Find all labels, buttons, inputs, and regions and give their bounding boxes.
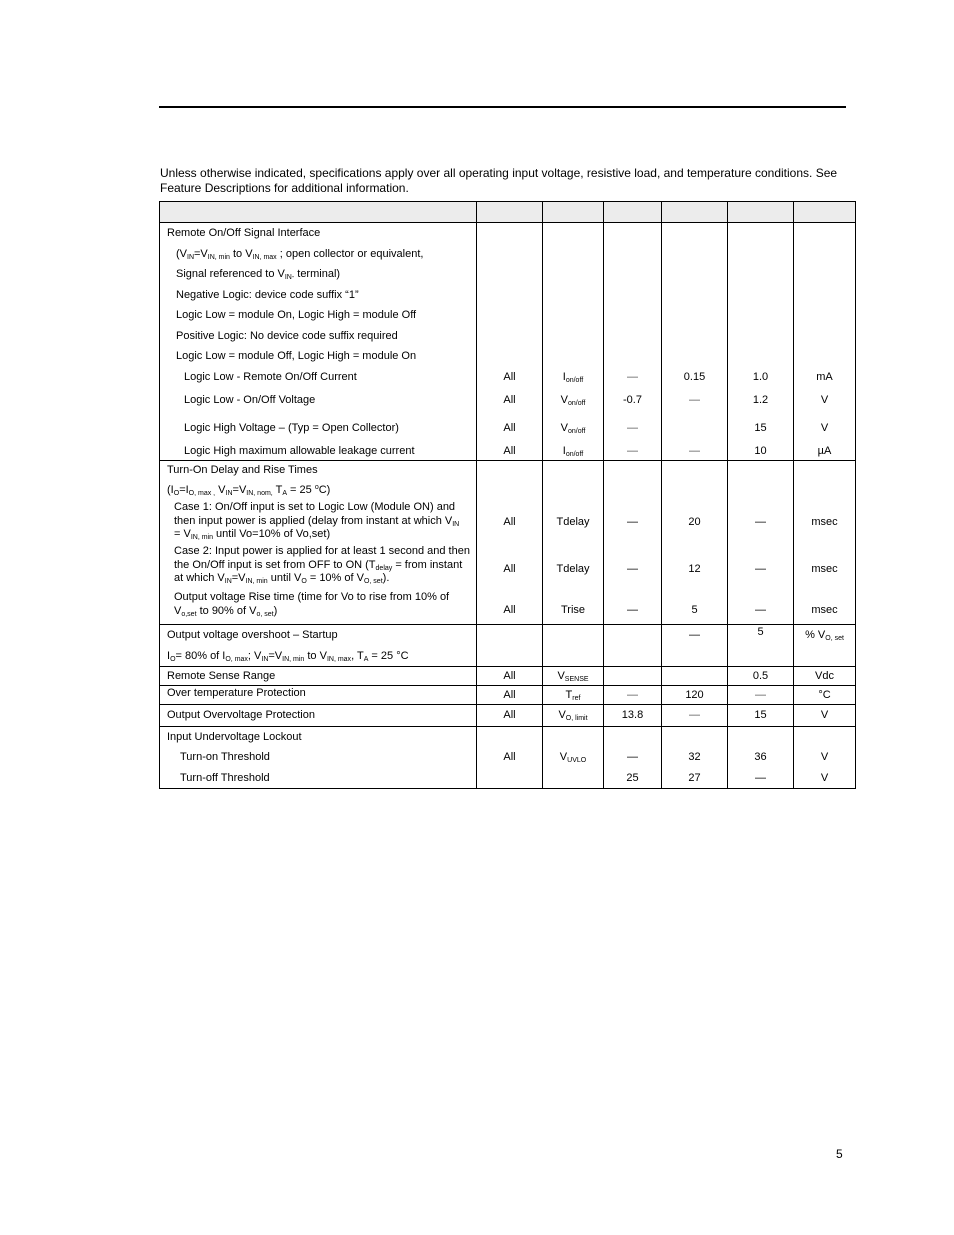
min-cell — [604, 686, 662, 705]
parameter-cell — [160, 686, 477, 705]
parameter-label: Turn-off Threshold — [180, 771, 270, 784]
table-header-row — [160, 202, 856, 223]
unit-text: V — [820, 771, 829, 784]
parameter-label: Over temperature Protection — [167, 687, 306, 699]
value-text: — — [627, 604, 638, 616]
condition-text: Negative Logic: device code suffix “1” — [176, 288, 359, 301]
device-cell — [477, 686, 543, 705]
value-text: — — [627, 445, 638, 457]
header-cell — [543, 202, 604, 223]
value-text: — — [627, 689, 638, 701]
parameter-cell — [160, 223, 477, 461]
symbol-text: $V_{SENSE}$ — [557, 670, 589, 683]
symbol-text: $V_{UVLO}$ — [559, 751, 587, 764]
symbol-text: $T_{ref}$ — [565, 689, 581, 702]
device-cell — [477, 223, 543, 461]
value-text — [662, 414, 727, 442]
value-text: -0.7 — [623, 394, 642, 406]
table-row — [160, 667, 856, 686]
symbol-text: $V_{O, limit}$ — [558, 709, 588, 722]
case1-text: Case 1: On/Off input is set to Logic Low (Module ON) and then input power is applied (delay from instant at which $V_{IN} = V_{IN, min}$ until Vo=10% of Vo,set) — [174, 501, 460, 541]
unit-text: V — [820, 422, 829, 434]
header-cell — [728, 202, 794, 223]
symbol-text: $I_{on/off}$ — [562, 445, 584, 458]
page-number: 5 — [836, 1147, 843, 1161]
value-text: 5 — [757, 626, 764, 638]
value-text: 36 — [754, 751, 767, 763]
max-cell — [728, 667, 794, 686]
typ-cell — [662, 667, 728, 686]
unit-text: µA — [817, 445, 832, 457]
condition-text: ($I_O=I_{O, max ,}$ $V_{IN}=V_{IN, nom,}$ $T_A = 25$ $^o$C) — [167, 484, 331, 497]
value-text: — — [689, 445, 700, 457]
value-text: All — [503, 689, 516, 701]
min-cell — [604, 461, 662, 625]
parameter-label: Logic High maximum allowable leakage current — [184, 445, 415, 457]
symbol-text: Tdelay — [556, 516, 590, 528]
parameter-cell — [160, 726, 477, 789]
device-cell — [477, 667, 543, 686]
value-text: 10 — [754, 445, 767, 457]
header-rule — [159, 106, 846, 108]
typ-cell — [662, 223, 728, 461]
unit-text: V — [820, 709, 829, 721]
spec-table — [159, 201, 856, 789]
unit-text: V — [820, 751, 829, 763]
table-row — [160, 686, 856, 705]
value-text: — — [627, 563, 638, 575]
unit-cell — [794, 686, 856, 705]
min-cell — [604, 625, 662, 667]
max-cell — [728, 705, 794, 727]
value-text: 25 — [626, 771, 639, 784]
value-text: All — [503, 370, 516, 383]
value-text: 0.15 — [683, 370, 706, 383]
parameter-cell — [160, 625, 477, 667]
unit-text: Vdc — [815, 670, 834, 682]
value-text: — — [755, 689, 766, 701]
value-text: All — [503, 563, 516, 575]
header-cell — [160, 202, 477, 223]
table-row — [160, 461, 856, 625]
table-row — [160, 705, 856, 727]
typ-cell — [662, 461, 728, 625]
value-text: 5 — [691, 604, 698, 616]
condition-text: Signal referenced to $V_{IN-}$ terminal) — [176, 268, 341, 281]
parameter-label: Output Overvoltage Protection — [167, 709, 315, 721]
value-text: 20 — [688, 516, 701, 528]
symbol-text: $V_{on/off}$ — [560, 394, 586, 407]
value-text: — — [627, 516, 638, 528]
min-cell — [604, 726, 662, 789]
symbol-cell — [543, 726, 604, 789]
device-cell — [477, 726, 543, 789]
device-cell — [477, 625, 543, 667]
symbol-text: Trise — [560, 604, 586, 616]
max-cell — [728, 223, 794, 461]
value-text: — — [627, 751, 638, 763]
value-text: All — [503, 445, 516, 457]
value-text: 1.0 — [752, 370, 769, 383]
value-text: — — [627, 422, 638, 434]
value-text: All — [503, 670, 516, 682]
value-text: All — [503, 604, 516, 616]
parameter-label: Logic Low - Remote On/Off Current — [184, 370, 357, 383]
value-text: 32 — [688, 751, 701, 763]
condition-text: Positive Logic: No device code suffix required — [176, 329, 398, 342]
unit-cell — [794, 667, 856, 686]
header-cell — [662, 202, 728, 223]
unit-text: msec — [811, 516, 838, 528]
value-text: All — [503, 709, 516, 721]
value-text: All — [503, 394, 516, 406]
section-title: Remote On/Off Signal Interface — [167, 227, 321, 239]
unit-text: °C — [818, 689, 831, 701]
value-text: — — [689, 629, 700, 641]
symbol-cell — [543, 461, 604, 625]
table-row — [160, 223, 856, 461]
parameter-label: Turn-on Threshold — [180, 751, 270, 763]
condition-text: Logic Low = module Off, Logic High = module On — [176, 350, 417, 362]
typ-cell — [662, 726, 728, 789]
value-text: 27 — [688, 771, 701, 784]
value-text: 15 — [754, 709, 767, 721]
max-cell — [728, 461, 794, 625]
max-cell — [728, 625, 794, 667]
parameter-cell — [160, 705, 477, 727]
unit-text: msec — [811, 563, 838, 575]
value-text: — — [689, 709, 700, 721]
header-cell — [604, 202, 662, 223]
parameter-cell — [160, 667, 477, 686]
unit-cell — [794, 223, 856, 461]
unit-cell — [794, 705, 856, 727]
case2-text: Case 2: Input power is applied for at least 1 second and then the On/Off input is set from OFF to ON ($T_{delay}$ = from instant at which $V_{IN}=V_{IN, min}$ until $V_O = 10\%$ of $V_{O, set}$). — [174, 545, 470, 585]
max-cell — [728, 686, 794, 705]
min-cell — [604, 223, 662, 461]
table-row — [160, 625, 856, 667]
device-cell — [477, 461, 543, 625]
parameter-label: Output voltage overshoot – Startup — [167, 629, 338, 641]
value-text: All — [503, 422, 516, 434]
parameter-label: Remote Sense Range — [167, 670, 276, 682]
unit-cell — [794, 461, 856, 625]
section-title: Input Undervoltage Lockout — [167, 730, 302, 743]
value-text: — — [689, 394, 700, 406]
condition-text: ($V_{IN}=V_{IN, min}$ to $V_{IN, max}$ ; open collector or equivalent, — [176, 247, 424, 261]
section-title: Turn-On Delay and Rise Times — [167, 464, 318, 476]
symbol-cell — [543, 667, 604, 686]
symbol-text: $I_{on/off}$ — [562, 370, 584, 384]
unit-text: msec — [811, 604, 838, 616]
header-cell — [477, 202, 543, 223]
parameter-cell — [160, 461, 477, 625]
rise-text: Output voltage Rise time (time for Vo to rise from 10% of $V_{o,set}$ to 90% of $V_{o, set}$) — [174, 591, 450, 618]
max-cell — [728, 726, 794, 789]
typ-cell — [662, 705, 728, 727]
min-cell — [604, 667, 662, 686]
unit-cell — [794, 726, 856, 789]
value-text: 0.5 — [752, 670, 769, 682]
condition-text: Logic Low = module On, Logic High = module Off — [176, 309, 417, 321]
symbol-text: $V_{on/off}$ — [560, 422, 586, 435]
table-row — [160, 726, 856, 789]
parameter-label: Logic High Voltage – (Typ = Open Collector) — [184, 422, 399, 434]
value-text: 120 — [685, 689, 704, 701]
value-text: — — [627, 370, 638, 383]
value-text: All — [503, 751, 516, 763]
symbol-cell — [543, 686, 604, 705]
value-text: All — [503, 516, 516, 528]
value-text: 1.2 — [752, 394, 769, 406]
intro-text: Unless otherwise indicated, specifications apply over all operating input voltage, resistive load, and temperature conditions. See Feature Descriptions for additional information. — [160, 166, 838, 195]
parameter-label: Logic Low - On/Off Voltage — [184, 394, 316, 406]
symbol-cell — [543, 625, 604, 667]
condition-text: $I_O= 80\%$ of $I_{O, max}$; $V_{IN}=V_{IN, min}$ to $V_{IN, max}$, $T_A = 25$ °C — [167, 649, 409, 663]
symbol-cell — [543, 705, 604, 727]
symbol-text: Tdelay — [556, 563, 590, 575]
typ-cell — [662, 625, 728, 667]
value-text: 15 — [754, 422, 767, 434]
typ-cell — [662, 686, 728, 705]
unit-cell — [794, 625, 856, 667]
unit-text: mA — [816, 370, 833, 383]
value-text: — — [755, 604, 766, 616]
header-cell — [794, 202, 856, 223]
min-cell — [604, 705, 662, 727]
unit-text: V — [820, 394, 829, 406]
unit-text: % $V_{O, set}$ — [805, 629, 844, 642]
value-text: 12 — [688, 563, 701, 575]
value-text: 13.8 — [621, 709, 644, 721]
value-text: — — [755, 771, 766, 784]
value-text: — — [755, 516, 766, 528]
device-cell — [477, 705, 543, 727]
symbol-cell — [543, 223, 604, 461]
value-text: — — [755, 563, 766, 575]
